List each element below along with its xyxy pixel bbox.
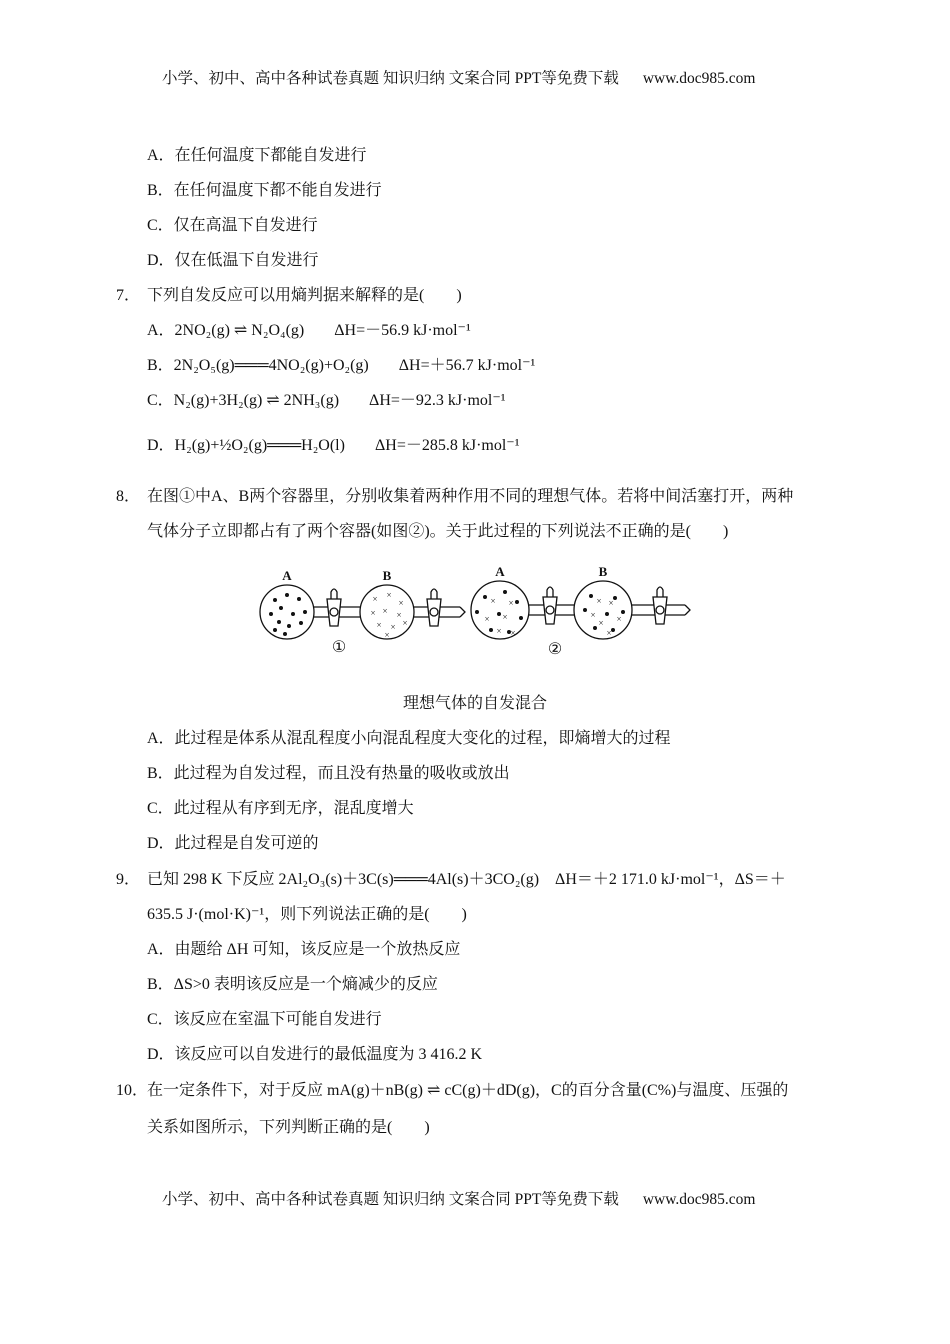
gas-a-molecules (269, 590, 625, 636)
container-a-label: A (282, 568, 292, 583)
q9-option-b: B．ΔS>0 表明该反应是一个熵减少的反应 (147, 976, 438, 993)
figure-caption: 理想气体的自发混合 (402, 695, 547, 712)
enthalpy: ΔH=＋56.7 kJ·mol⁻¹ (398, 357, 536, 374)
q6-option-c: C．仅在高温下自发进行 (147, 217, 318, 234)
q7-option-d (147, 436, 520, 456)
container-b-label: B (382, 568, 392, 583)
svg-text:×: × (382, 606, 388, 616)
q8-text: 在图①中A、B两个容器里，分别收集着两种作用不同的理想气体。若将中间活塞打开，两种 (147, 488, 794, 505)
svg-text:×: × (384, 630, 390, 640)
svg-text:×: × (606, 628, 612, 638)
svg-text:×: × (370, 608, 376, 618)
figure-1-label: ① (331, 639, 347, 656)
equation: D．H₂(g)+½O₂(g)═══H₂O(l) (147, 437, 345, 454)
header-site: www.doc985.com (642, 70, 756, 87)
footer-text: 小学、初中、高中各种试卷真题 知识归纳 文案合同 PPT等免费下载 (162, 1191, 619, 1208)
equation: B．2N₂O₅(g)═══4NO₂(g)+O₂(g) (147, 357, 369, 374)
enthalpy: ΔH=－285.8 kJ·mol⁻¹ (374, 437, 520, 454)
q9-stem-line2: 635.5 J·(mol·K)⁻¹，则下列说法正确的是( ) (147, 906, 467, 923)
svg-text:×: × (598, 618, 604, 628)
svg-text:×: × (608, 598, 614, 608)
q9-option-c: C．该反应在室温下可能自发进行 (147, 1011, 382, 1028)
svg-text:×: × (398, 598, 404, 608)
svg-text:×: × (508, 598, 514, 608)
gas-mixing-figure (255, 562, 695, 662)
page-header (162, 69, 755, 89)
svg-text:×: × (490, 596, 496, 606)
q6-option-d: D．仅在低温下自发进行 (147, 252, 319, 269)
q10-text: 在一定条件下，对于反应 mA(g)＋nB(g) ⇌ cC(g)＋dD(g)，C的百分含量(C%)与温度、压强的 (147, 1082, 789, 1099)
q9-text: 已知 298 K 下反应 2Al₂O₃(s)＋3C(s)═══4Al(s)＋3CO₂(g) ΔH＝＋2 171.0 kJ·mol⁻¹，ΔS＝＋ (147, 871, 786, 888)
svg-text:×: × (596, 596, 602, 606)
q9-option-d: D．该反应可以自发进行的最低温度为 3 416.2 K (147, 1046, 483, 1063)
svg-text:×: × (376, 620, 382, 630)
q7-option-b (147, 356, 535, 376)
svg-text:×: × (372, 594, 378, 604)
q10-stem-line2: 关系如图所示，下列判断正确的是( ) (147, 1119, 430, 1136)
enthalpy: ΔH=－92.3 kJ·mol⁻¹ (369, 392, 506, 409)
figure-2-label: ② (547, 641, 563, 658)
svg-text:×: × (510, 628, 516, 638)
q7-stem (116, 286, 462, 306)
svg-text:×: × (502, 612, 508, 622)
svg-text:×: × (496, 626, 502, 636)
svg-text:×: × (616, 614, 622, 624)
q10-stem-line1 (116, 1081, 788, 1101)
q7-option-a (147, 321, 471, 341)
q8-option-c: C．此过程从有序到无序，混乱度增大 (147, 800, 414, 817)
q8-stem-line2: 气体分子立即都占有了两个容器(如图②)。关于此过程的下列说法不正确的是( ) (147, 523, 729, 540)
equation: A．2NO₂(g) ⇌ N₂O₄(g) (147, 322, 305, 339)
q7-text: 下列自发反应可以用熵判据来解释的是( ) (147, 287, 462, 304)
q7-number: 7． (116, 287, 141, 304)
header-text: 小学、初中、高中各种试卷真题 知识归纳 文案合同 PPT等免费下载 (162, 70, 619, 87)
q9-stem-line1 (116, 870, 786, 890)
svg-text:×: × (484, 614, 490, 624)
svg-text:×: × (386, 590, 392, 600)
q8-option-d: D．此过程是自发可逆的 (147, 835, 319, 852)
q10-number: 10． (116, 1082, 149, 1099)
enthalpy: ΔH=－56.9 kJ·mol⁻¹ (334, 322, 471, 339)
footer-site: www.doc985.com (642, 1191, 756, 1208)
q6-option-b: B．在任何温度下都不能自发进行 (147, 182, 382, 199)
q8-stem-line1 (116, 487, 793, 507)
q9-number: 9． (116, 871, 141, 888)
page-footer (162, 1190, 755, 1210)
container-b-label: B (598, 564, 608, 579)
q6-option-a: A．在任何温度下都能自发进行 (147, 147, 367, 164)
q8-option-a: A．此过程是体系从混乱程度小向混乱程度大变化的过程，即熵增大的过程 (147, 730, 671, 747)
svg-text:×: × (390, 622, 396, 632)
q8-option-b: B．此过程为自发过程，而且没有热量的吸收或放出 (147, 765, 510, 782)
q8-number: 8． (116, 488, 141, 505)
svg-text:×: × (402, 618, 408, 628)
q7-option-c (147, 391, 506, 411)
equation: C．N₂(g)+3H₂(g) ⇌ 2NH₃(g) (147, 392, 340, 409)
container-a-label: A (495, 564, 505, 579)
svg-text:×: × (590, 610, 596, 620)
q9-option-a: A．由题给 ΔH 可知，该反应是一个放热反应 (147, 941, 461, 958)
svg-text:×: × (396, 610, 402, 620)
